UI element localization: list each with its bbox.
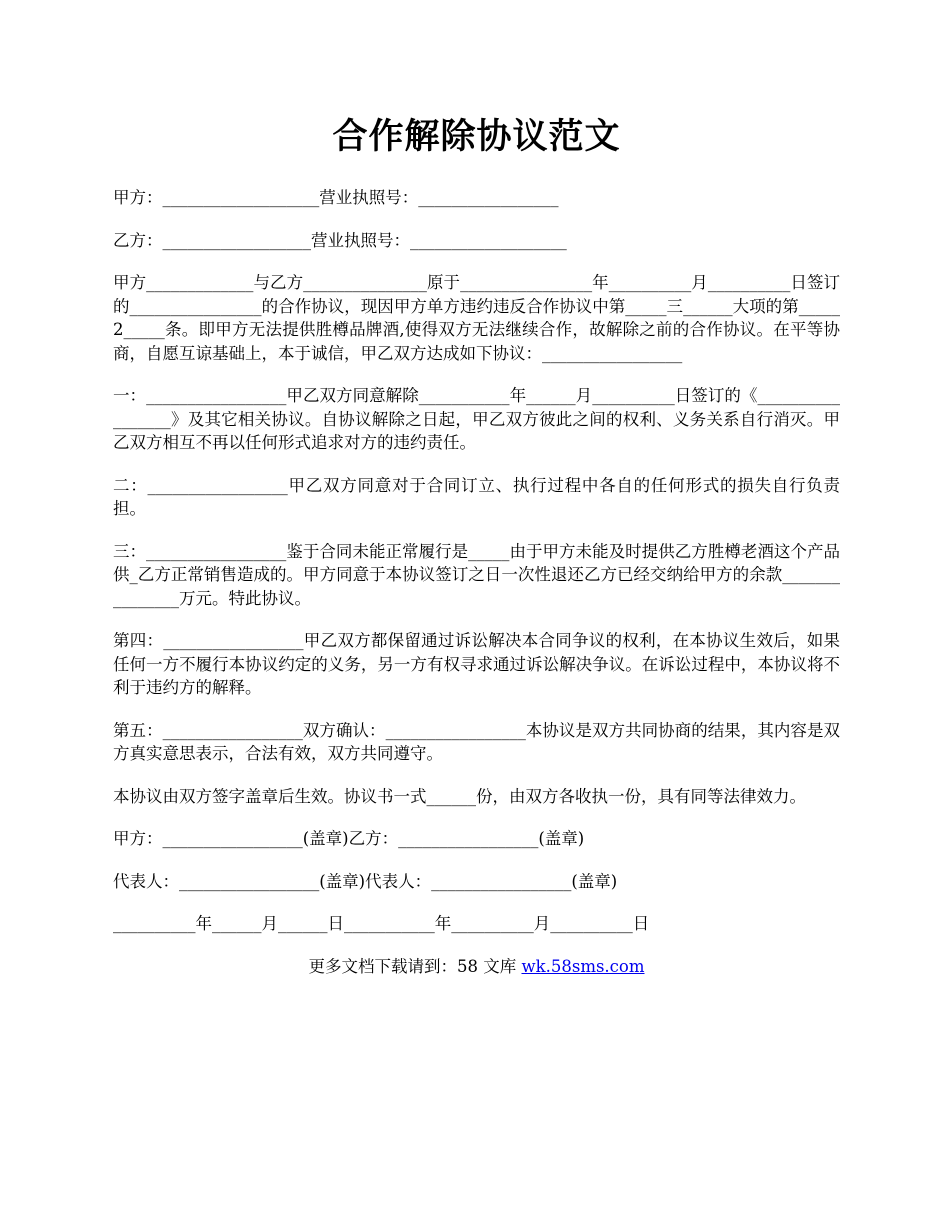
signature-line-representatives: 代表人：_________________(盖章)代表人：_________________(盖章) <box>113 871 618 891</box>
clause-2: 二：_________________甲乙双方同意对于合同订立、执行过程中各自的任何形式的损失自行负责担。 <box>113 475 840 518</box>
party-b-line: 乙方：__________________营业执照号：___________________ <box>113 230 567 250</box>
effectiveness-paragraph: 本协议由双方签字盖章后生效。协议书一式______份，由双方各收执一份，具有同等法律效力。 <box>113 786 806 806</box>
date-line: __________年______月______日___________年__________月__________日 <box>113 914 650 933</box>
clause-4: 第四：_________________甲乙双方都保留通过诉讼解决本合同争议的权利，在本协议生效后，如果任何一方不履行本协议约定的义务，另一方有权寻求通过诉讼解决争议。在诉讼过程中，本协议将不利于违约方的解释。 <box>113 631 840 697</box>
party-a-line: 甲方：___________________营业执照号：_________________ <box>113 188 559 207</box>
footer-link[interactable]: wk.58sms.com <box>521 956 645 976</box>
clause-5: 第五：_________________双方确认：_________________本协议是双方共同协商的结果，其内容是双方真实意思表示，合法有效，双方共同遵守。 <box>113 720 840 763</box>
footer-text: 更多文档下载请到：58 文库 <box>308 956 522 976</box>
document-title: 合作解除协议范文 <box>332 116 621 157</box>
clause-1: 一：_________________甲乙双方同意解除___________年______月__________日签订的《_________________》及其它相关协议。自协议解除之日起，甲乙双方彼此之间的权利、义务关系自行消灭。甲乙双方相互不再以任何形式追求对方的违约责任。 <box>113 386 840 452</box>
download-footer <box>113 955 840 978</box>
clause-3: 三：_________________鉴于合同未能正常履行是_____由于甲方未能及时提供乙方胜樽老酒这个产品供_乙方正常销售造成的。甲方同意于本协议签订之日一次性退还乙方已经交纳给甲方的余款_______________万元。特此协议。 <box>113 541 840 608</box>
document-page <box>113 110 840 978</box>
signature-line-parties: 甲方：_________________(盖章)乙方：_________________(盖章) <box>113 829 585 848</box>
intro-paragraph: 甲方_____________与乙方_______________原于________________年__________月__________日签订的________________的合作协议，现因甲方单方违约违反合作协议中第_____三______大项的第_____2_____条。即甲方无法提供胜樽品牌酒,使得双方无法继续合作，故解除之前的合作协议。在平等协商，自愿互谅基础上，本于诚信，甲乙双方达成如下协议：_________________ <box>113 273 840 363</box>
